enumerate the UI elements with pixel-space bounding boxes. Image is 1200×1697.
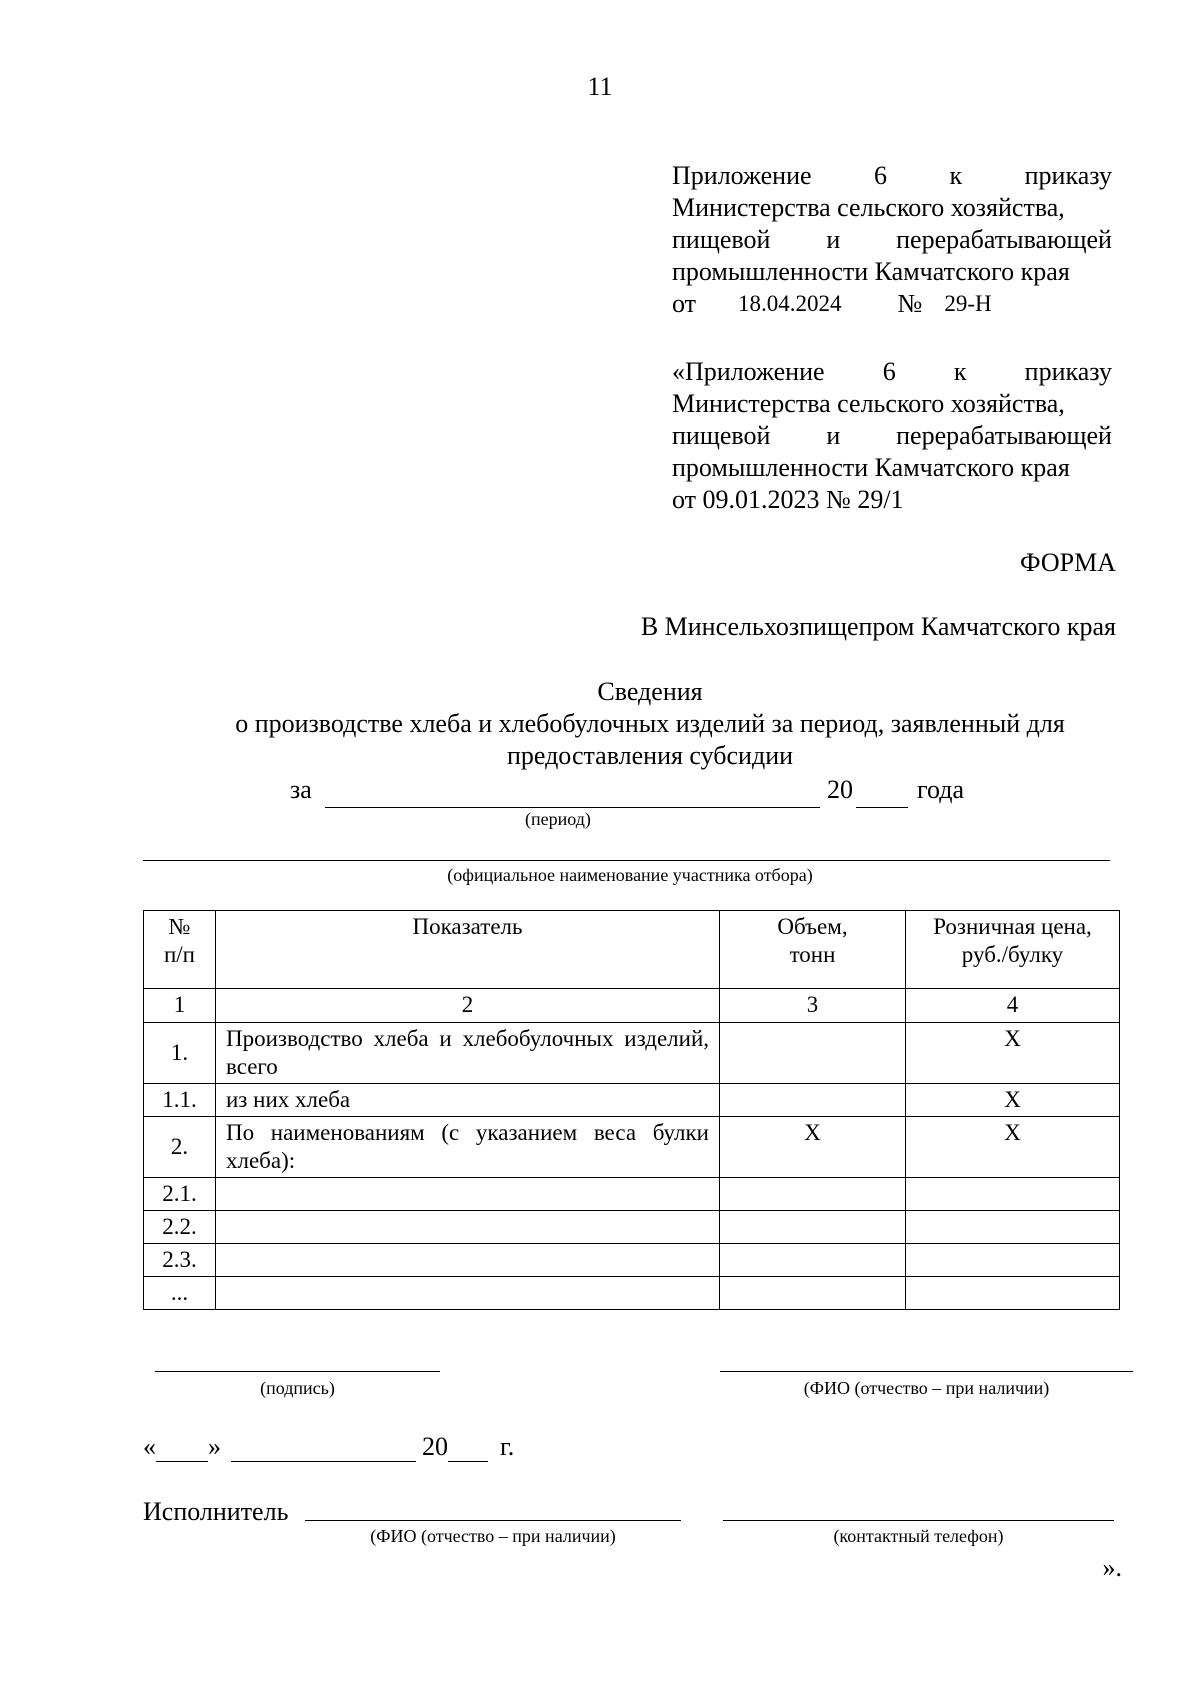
table-header-row — [144, 911, 1120, 989]
row-price: Х — [906, 1023, 1120, 1084]
appendix-previous-line1 — [672, 356, 1112, 388]
period-prefix: за — [290, 775, 312, 804]
production-table — [143, 910, 1120, 1310]
row-price[interactable] — [906, 1211, 1120, 1244]
word: приказу — [1024, 161, 1112, 190]
signature-fio-caption: (ФИО (отчество – при наличии) — [803, 1378, 1050, 1398]
row-indicator[interactable] — [216, 1244, 720, 1277]
open-quote: « — [143, 1432, 156, 1461]
row-price: Х — [906, 1084, 1120, 1117]
date-year-suffix: г. — [500, 1432, 515, 1461]
date-line — [143, 1432, 514, 1462]
order-details — [672, 288, 1112, 320]
period-input[interactable] — [325, 777, 820, 808]
signature-caption: (подпись) — [260, 1378, 335, 1398]
table-row — [144, 1244, 1120, 1277]
closing-quote: ». — [1102, 1553, 1122, 1582]
word: к — [953, 357, 967, 386]
document-title — [150, 676, 1150, 772]
appendix-previous-line5: от 09.01.2023 № 29/1 — [672, 485, 904, 514]
row-num: ... — [144, 1277, 216, 1310]
row-num: 2.2. — [144, 1211, 216, 1244]
word: Приложение — [672, 161, 812, 190]
column-numbers-row — [144, 989, 1120, 1023]
period-year-prefix: 20 — [827, 775, 853, 804]
appendix-current-line4: промышленности Камчатского края — [672, 257, 1070, 286]
participant-caption: (официальное наименование участника отбора) — [447, 865, 813, 885]
row-volume[interactable] — [720, 1244, 906, 1277]
executor-label: Исполнитель — [143, 1497, 289, 1526]
col-number: 2 — [216, 989, 720, 1023]
header-indicator: Показатель — [216, 911, 720, 989]
word: перерабатывающей — [896, 225, 1112, 254]
form-label: ФОРМА — [1020, 548, 1116, 577]
title-line2: о производстве хлеба и хлебобулочных изделий за период, заявленный для — [235, 709, 1065, 738]
word: к — [949, 161, 963, 190]
period-year-input[interactable] — [856, 777, 908, 808]
page-number: 11 — [587, 72, 613, 101]
date-year-prefix: 20 — [422, 1432, 448, 1461]
executor-fio-caption: (ФИО (отчество – при наличии) — [370, 1526, 616, 1546]
word: и — [826, 225, 841, 254]
row-volume[interactable] — [720, 1023, 906, 1084]
word: «Приложение — [672, 357, 825, 386]
col-number: 4 — [906, 989, 1120, 1023]
date-year-input[interactable] — [448, 1437, 488, 1462]
row-price[interactable] — [906, 1277, 1120, 1310]
table-row — [144, 1117, 1120, 1178]
executor-phone-caption: (контактный телефон) — [833, 1526, 1004, 1546]
row-num: 2. — [144, 1117, 216, 1178]
appendix-previous-line3 — [672, 420, 1112, 452]
participant-name-input[interactable] — [143, 840, 1110, 861]
row-volume[interactable] — [720, 1084, 906, 1117]
word: пищевой — [672, 421, 771, 450]
executor-phone-line[interactable] — [723, 1520, 1114, 1521]
signature-line[interactable] — [155, 1371, 440, 1372]
row-indicator: Производство хлеба и хлебобулочных изделий, всего — [216, 1023, 720, 1084]
appendix-current — [672, 160, 1112, 320]
appendix-current-line1 — [672, 160, 1112, 192]
row-volume[interactable] — [720, 1211, 906, 1244]
order-no-sign: № — [897, 289, 923, 318]
row-indicator[interactable] — [216, 1277, 720, 1310]
signature-fio-line[interactable] — [720, 1371, 1133, 1372]
word: 6 — [882, 357, 896, 386]
row-indicator[interactable] — [216, 1178, 720, 1211]
word: приказу — [1024, 357, 1112, 386]
title-line1: Сведения — [597, 677, 703, 706]
row-volume[interactable] — [720, 1277, 906, 1310]
col-number: 1 — [144, 989, 216, 1023]
order-number: 29-Н — [944, 291, 992, 316]
row-num: 2.3. — [144, 1244, 216, 1277]
appendix-current-line2: Министерства сельского хозяйства, — [672, 193, 1065, 222]
month-input[interactable] — [231, 1437, 416, 1462]
word: 6 — [874, 161, 888, 190]
row-num: 2.1. — [144, 1178, 216, 1211]
header-volume: Объем, тонн — [720, 911, 906, 989]
word: и — [826, 421, 841, 450]
recipient: В Минсельхозпищепром Камчатского края — [640, 612, 1116, 641]
day-input[interactable] — [156, 1437, 208, 1462]
row-num: 1. — [144, 1023, 216, 1084]
table-row — [144, 1084, 1120, 1117]
period-caption: (период) — [525, 809, 591, 829]
row-indicator: По наименованиям (с указанием веса булки хлеба): — [216, 1117, 720, 1178]
header-num: № п/п — [144, 911, 216, 989]
table-row — [144, 1277, 1120, 1310]
appendix-previous — [672, 356, 1112, 516]
header-price: Розничная цена, руб./булку — [906, 911, 1120, 989]
row-volume: Х — [720, 1117, 906, 1178]
appendix-current-line3 — [672, 224, 1112, 256]
row-price[interactable] — [906, 1178, 1120, 1211]
row-price[interactable] — [906, 1244, 1120, 1277]
executor-fio-line[interactable] — [305, 1520, 681, 1521]
word: перерабатывающей — [896, 421, 1112, 450]
table-row — [144, 1023, 1120, 1084]
table-row — [144, 1211, 1120, 1244]
order-prefix: от — [672, 289, 697, 318]
period-suffix: года — [917, 775, 965, 804]
appendix-previous-line2: Министерства сельского хозяйства, — [672, 389, 1065, 418]
close-quote: » — [208, 1432, 221, 1461]
row-price: Х — [906, 1117, 1120, 1178]
order-date: 18.04.2024 — [738, 291, 842, 316]
word: пищевой — [672, 225, 771, 254]
col-number: 3 — [720, 989, 906, 1023]
appendix-previous-line4: промышленности Камчатского края — [672, 453, 1070, 482]
row-num: 1.1. — [144, 1084, 216, 1117]
row-indicator[interactable] — [216, 1211, 720, 1244]
row-indicator: из них хлеба — [216, 1084, 720, 1117]
title-line3: предоставления субсидии — [506, 741, 794, 770]
row-volume[interactable] — [720, 1178, 906, 1211]
table-row — [144, 1178, 1120, 1211]
